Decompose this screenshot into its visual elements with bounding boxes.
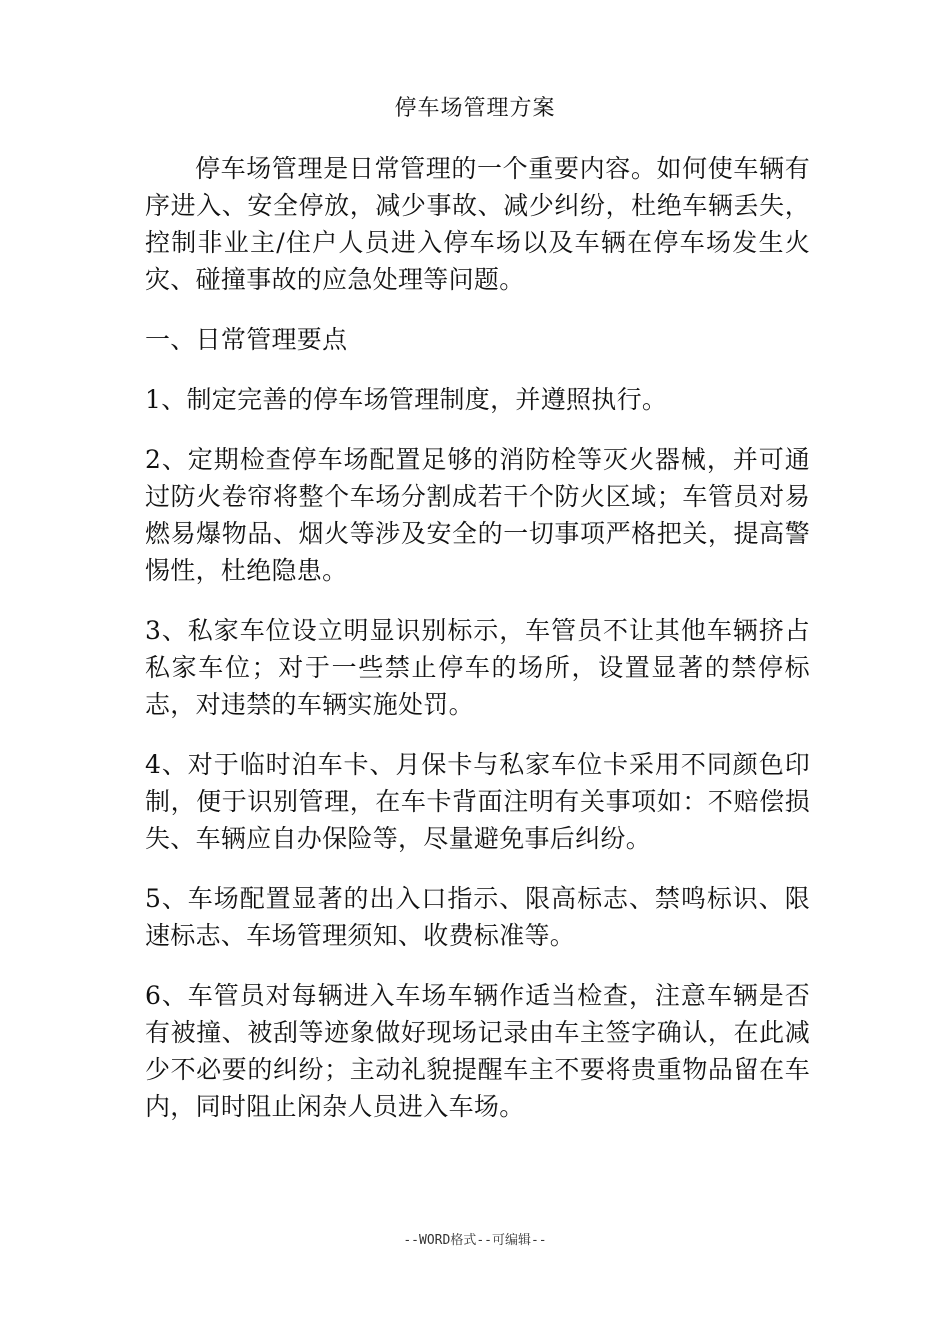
list-item: 2、定期检查停车场配置足够的消防栓等灭火器械，并可通过防火卷帘将整个车场分割成若干个防火区域；车管员对易燃易爆物品、烟火等涉及安全的一切事项严格把关，提高警惕性，杜绝隐患。 [145, 445, 810, 585]
list-item: 1、制定完善的停车场管理制度，并遵照执行。 [145, 385, 668, 414]
page-footer: --WORD格式--可编辑-- [403, 1233, 547, 1248]
section-heading: 一、日常管理要点 [145, 325, 348, 354]
intro-paragraph: 停车场管理是日常管理的一个重要内容。如何使车辆有序进入、安全停放，减少事故、减少纠纷，杜绝车辆丢失，控制非业主/住户人员进入停车场以及车辆在停车场发生火灾、碰撞事故的应急处理等问题。 [145, 154, 810, 294]
document-body [145, 150, 810, 1148]
document-title: 停车场管理方案 [394, 96, 556, 121]
list-item: 3、私家车位设立明显识别标示，车管员不让其他车辆挤占私家车位；对于一些禁止停车的场所，设置显著的禁停标志，对违禁的车辆实施处罚。 [145, 616, 810, 719]
list-item: 5、车场配置显著的出入口指示、限高标志、禁鸣标识、限速标志、车场管理须知、收费标准等。 [145, 884, 810, 950]
list-item: 4、对于临时泊车卡、月保卡与私家车位卡采用不同颜色印制，便于识别管理，在车卡背面注明有关事项如：不赔偿损失、车辆应自办保险等，尽量避免事后纠纷。 [145, 750, 810, 853]
list-item: 6、车管员对每辆进入车场车辆作适当检查，注意车辆是否有被撞、被刮等迹象做好现场记录由车主签字确认，在此减少不必要的纠纷；主动礼貌提醒车主不要将贵重物品留在车内，同时阻止闲杂人员进入车场。 [145, 981, 810, 1121]
